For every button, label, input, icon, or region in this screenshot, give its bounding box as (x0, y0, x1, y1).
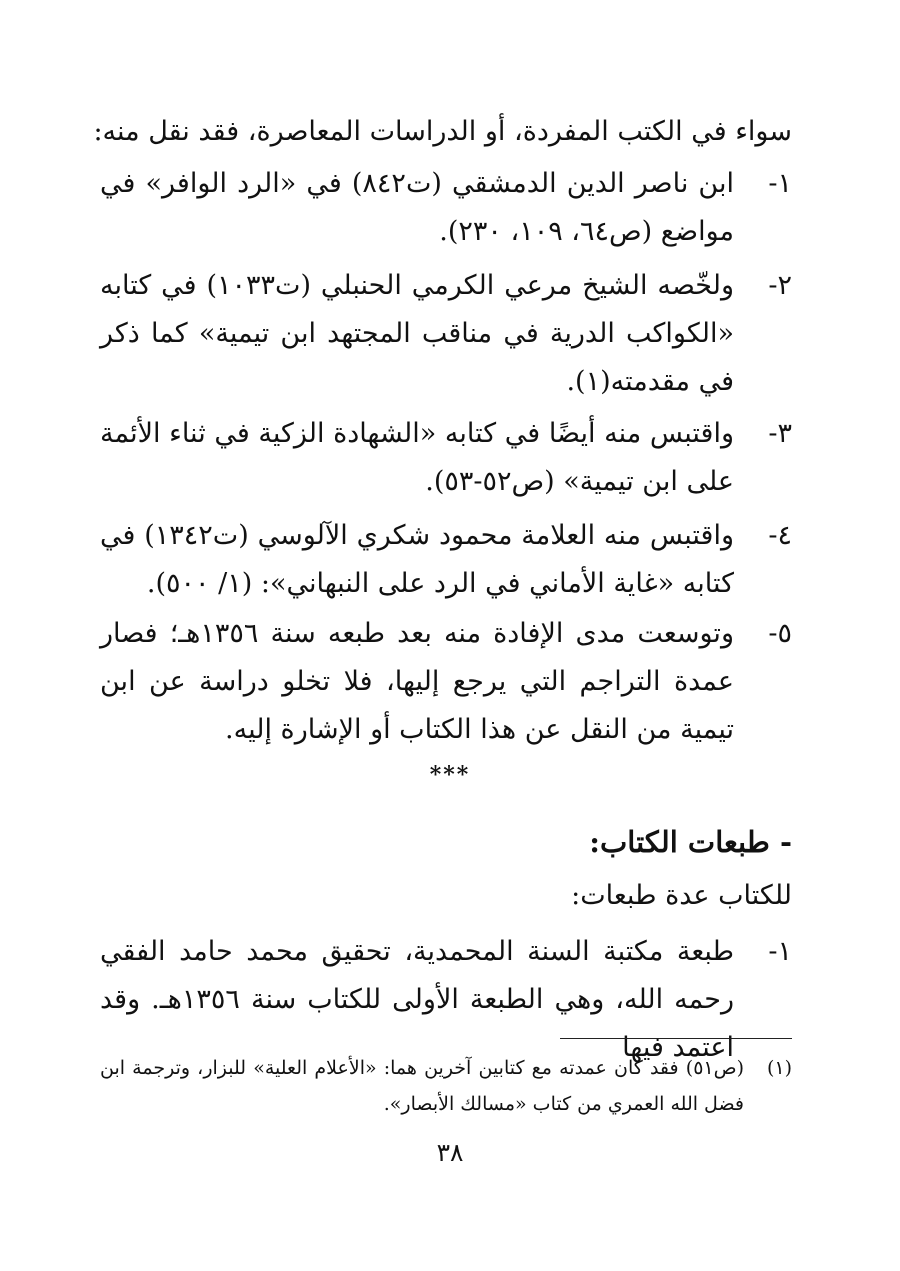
list-item-text: ولخّصه الشيخ مرعي الكرمي الحنبلي (ت١٠٣٣) في كتابه «الكواكب الدرية في مناقب المجتهد ابن تيمية» كما ذكر في مقدمته(١). (100, 270, 734, 397)
footnote-text: (ص٥١) فقد كان عمدته مع كتابين آخرين هما: «الأعلام العلية» للبزار، وترجمة ابن فضل الله العمري من كتاب «مسالك الأبصار». (100, 1057, 744, 1115)
list-item-number: ٢- (768, 270, 792, 301)
list-item-number: ٥- (768, 618, 792, 649)
list-item-text: ابن ناصر الدين الدمشقي (ت٨٤٢) في «الرد الوافر» في مواضع (ص٦٤، ١٠٩، ٢٣٠). (100, 168, 734, 247)
list-item-text: واقتبس منه العلامة محمود شكري الآلوسي (ت١٣٤٢) في كتابه «غاية الأماني في الرد على النبهاني»: (١/ ٥٠٠). (100, 520, 734, 599)
section-separator: *** (429, 762, 471, 788)
footnote-number: (١) (766, 1057, 792, 1079)
list-item (100, 928, 792, 1063)
list-item-text: طبعة مكتبة السنة المحمدية، تحقيق محمد حامد الفقي رحمه الله، وهي الطبعة الأولى للكتاب سنة ١٣٥٦هـ. وقد اعتمد فيها (100, 936, 734, 1063)
list-item (100, 262, 792, 406)
page-number: ٣٨ (436, 1138, 464, 1167)
list-item (100, 610, 792, 754)
list-item-text: وتوسعت مدى الإفادة منه بعد طبعه سنة ١٣٥٦هـ؛ فصار عمدة التراجم التي يرجع إليها، فلا تخلو دراسة عن ابن تيمية من النقل عن هذا الكتاب أو الإشارة إليه. (100, 618, 734, 745)
section-heading: - طبعات الكتاب: (589, 825, 792, 859)
list-item (100, 512, 792, 608)
section-intro: للكتاب عدة طبعات: (571, 880, 792, 911)
footnote-divider (560, 1038, 792, 1039)
list-item-number: ٤- (768, 520, 792, 551)
list-item-number: ١- (768, 168, 792, 199)
list-item-number: ١- (768, 936, 792, 967)
list-item-text: واقتبس منه أيضًا في كتابه «الشهادة الزكية في ثناء الأئمة على ابن تيمية» (ص٥٢-٥٣). (100, 418, 734, 497)
list-item (100, 410, 792, 506)
list-item-number: ٣- (768, 418, 792, 449)
list-item (100, 160, 792, 256)
intro-paragraph: سواء في الكتب المفردة، أو الدراسات المعاصرة، فقد نقل منه: (93, 116, 792, 147)
